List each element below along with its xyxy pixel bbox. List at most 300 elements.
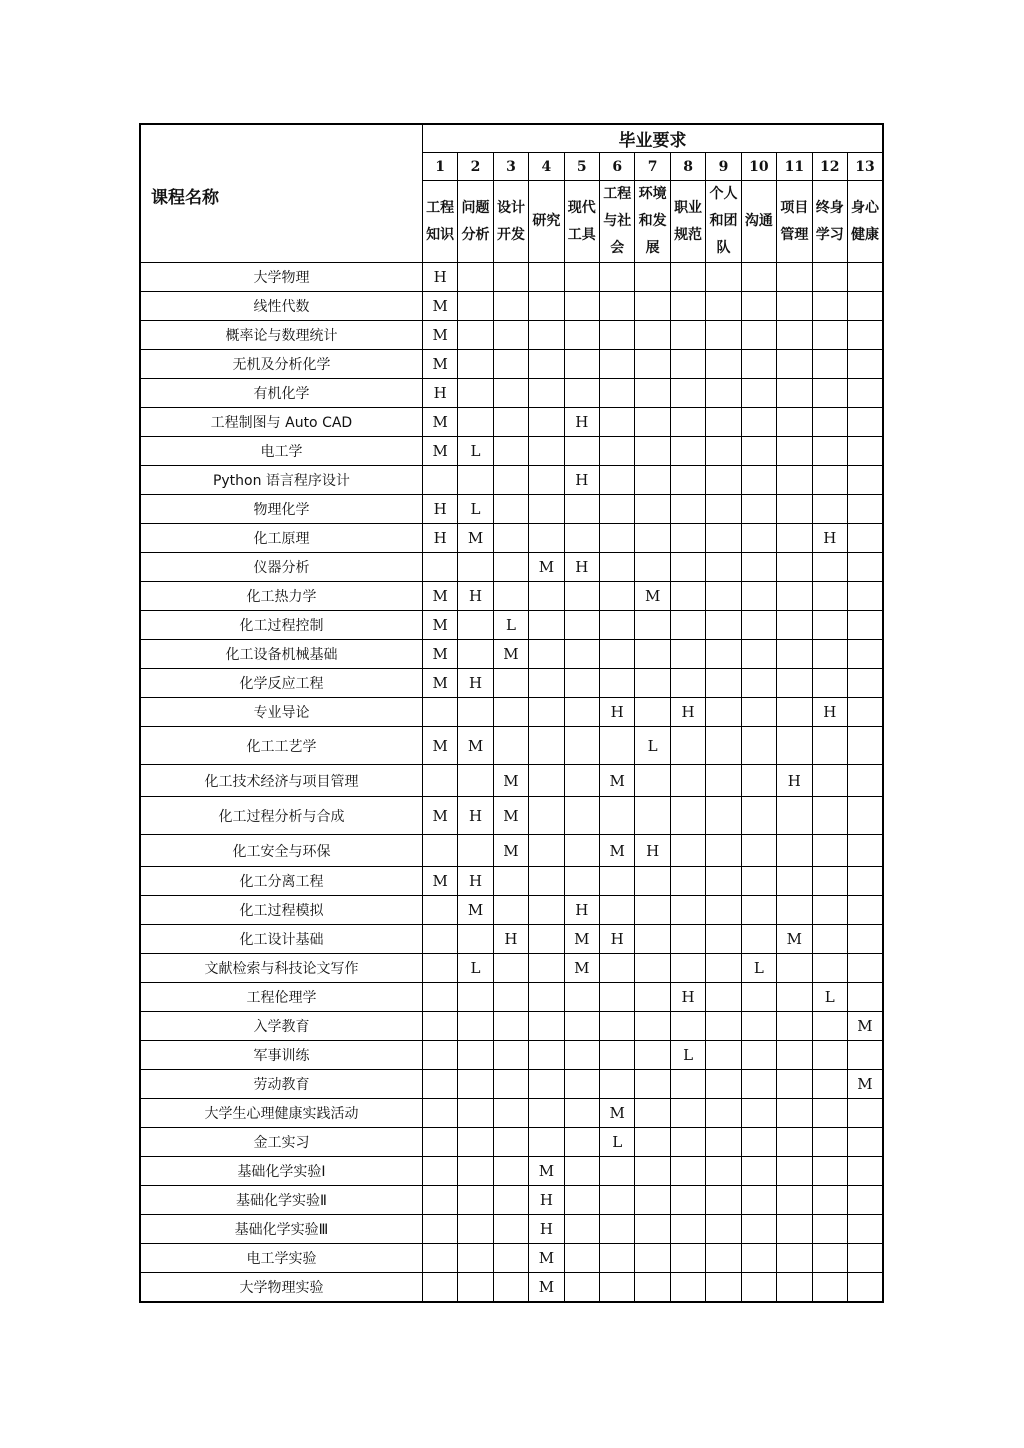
support-level-cell — [635, 408, 670, 437]
support-level-cell — [458, 263, 493, 292]
support-level-cell — [670, 495, 705, 524]
course-name: 化工设备机械基础 — [140, 640, 422, 669]
support-level-cell — [422, 1215, 457, 1244]
table-row — [140, 1128, 883, 1157]
support-level-cell — [847, 379, 883, 408]
support-level-cell: M — [422, 321, 457, 350]
support-level-cell — [777, 611, 812, 640]
support-level-cell: H — [422, 495, 457, 524]
support-level-cell — [635, 1157, 670, 1186]
requirement-label-line: 环境 — [638, 186, 667, 202]
support-level-cell — [635, 669, 670, 698]
support-level-cell — [812, 727, 847, 765]
support-level-cell — [635, 1070, 670, 1099]
support-level-cell — [847, 553, 883, 582]
support-level-cell: M — [458, 524, 493, 553]
support-level-cell — [812, 765, 847, 797]
support-level-cell — [670, 727, 705, 765]
support-level-cell: H — [529, 1215, 564, 1244]
support-level-cell — [777, 553, 812, 582]
support-level-cell — [600, 408, 635, 437]
course-name: 大学物理实验 — [140, 1273, 422, 1303]
table-row — [140, 765, 883, 797]
table-row — [140, 1099, 883, 1128]
course-name: 军事训练 — [140, 1041, 422, 1070]
requirement-label-line: 身心 — [850, 199, 879, 216]
support-level-cell — [458, 292, 493, 321]
support-level-cell — [670, 765, 705, 797]
support-level-cell: M — [564, 954, 599, 983]
support-level-cell: H — [422, 379, 457, 408]
support-level-cell — [741, 1157, 776, 1186]
requirement-label-line: 队 — [716, 240, 731, 256]
support-level-cell — [812, 292, 847, 321]
support-level-cell: M — [777, 925, 812, 954]
support-level-cell — [422, 1070, 457, 1099]
header-row-group — [140, 124, 883, 153]
course-name: 化工安全与环保 — [140, 835, 422, 867]
support-level-cell — [741, 292, 776, 321]
support-level-cell — [706, 983, 741, 1012]
support-level-cell: M — [635, 582, 670, 611]
support-level-cell — [493, 350, 528, 379]
support-level-cell — [600, 1041, 635, 1070]
support-level-cell — [493, 437, 528, 466]
support-level-cell — [706, 797, 741, 835]
support-level-cell — [529, 954, 564, 983]
course-name: 线性代数 — [140, 292, 422, 321]
support-level-cell — [812, 797, 847, 835]
requirement-label-9 — [706, 181, 741, 263]
support-level-cell — [458, 408, 493, 437]
requirement-label-line: 问题 — [461, 199, 490, 216]
support-level-cell: H — [600, 925, 635, 954]
support-level-cell — [529, 437, 564, 466]
support-level-cell — [422, 896, 457, 925]
support-level-cell — [635, 1215, 670, 1244]
support-level-cell — [670, 896, 705, 925]
support-level-cell — [600, 1215, 635, 1244]
support-level-cell — [635, 896, 670, 925]
requirement-label-line: 规范 — [674, 226, 703, 243]
support-level-cell: M — [422, 867, 457, 896]
support-level-cell — [635, 698, 670, 727]
support-level-cell: L — [458, 437, 493, 466]
support-level-cell — [493, 698, 528, 727]
support-level-cell — [670, 640, 705, 669]
support-level-cell — [847, 466, 883, 495]
course-name: 化工过程模拟 — [140, 896, 422, 925]
support-level-cell — [777, 727, 812, 765]
support-level-cell — [706, 1012, 741, 1041]
support-level-cell — [741, 727, 776, 765]
support-level-cell — [529, 292, 564, 321]
support-level-cell — [564, 292, 599, 321]
support-level-cell — [564, 1012, 599, 1041]
support-level-cell — [529, 727, 564, 765]
support-level-cell: M — [847, 1012, 883, 1041]
requirement-label-line: 管理 — [780, 226, 809, 243]
support-level-cell — [812, 1215, 847, 1244]
support-level-cell — [777, 896, 812, 925]
support-level-cell — [741, 640, 776, 669]
support-level-cell — [847, 727, 883, 765]
support-level-cell — [670, 292, 705, 321]
support-level-cell — [529, 669, 564, 698]
support-level-cell — [812, 495, 847, 524]
support-level-cell — [812, 954, 847, 983]
course-name: 仪器分析 — [140, 553, 422, 582]
support-level-cell — [635, 1099, 670, 1128]
support-level-cell — [635, 379, 670, 408]
table-row — [140, 1041, 883, 1070]
requirement-label-line: 和团 — [709, 213, 738, 229]
support-level-cell — [706, 867, 741, 896]
support-level-cell — [635, 466, 670, 495]
support-level-cell — [777, 867, 812, 896]
support-level-cell — [493, 553, 528, 582]
requirement-label-line: 展 — [645, 240, 660, 256]
support-level-cell — [564, 727, 599, 765]
curriculum-requirement-matrix — [139, 123, 884, 1303]
support-level-cell — [847, 408, 883, 437]
support-level-cell — [600, 1157, 635, 1186]
support-level-cell — [847, 350, 883, 379]
course-name: 金工实习 — [140, 1128, 422, 1157]
support-level-cell — [635, 292, 670, 321]
support-level-cell: L — [635, 727, 670, 765]
course-name: 化工技术经济与项目管理 — [140, 765, 422, 797]
course-name: 化工原理 — [140, 524, 422, 553]
support-level-cell — [493, 466, 528, 495]
support-level-cell — [458, 1099, 493, 1128]
requirement-label-1 — [422, 181, 457, 263]
support-level-cell — [670, 1157, 705, 1186]
support-level-cell — [777, 1128, 812, 1157]
support-level-cell: M — [458, 896, 493, 925]
requirement-label-3 — [493, 181, 528, 263]
course-name: 工程制图与 Auto CAD — [140, 408, 422, 437]
support-level-cell — [600, 582, 635, 611]
support-level-cell: M — [422, 669, 457, 698]
support-level-cell — [458, 553, 493, 582]
support-level-cell — [564, 1215, 599, 1244]
support-level-cell — [670, 1099, 705, 1128]
support-level-cell — [777, 669, 812, 698]
table-row — [140, 321, 883, 350]
support-level-cell — [600, 553, 635, 582]
support-level-cell — [777, 1157, 812, 1186]
table-row — [140, 1070, 883, 1099]
table-row — [140, 1215, 883, 1244]
course-name: 基础化学实验Ⅲ — [140, 1215, 422, 1244]
support-level-cell — [458, 1244, 493, 1273]
course-name: 概率论与数理统计 — [140, 321, 422, 350]
requirement-label-line: 会 — [610, 240, 625, 256]
support-level-cell — [600, 466, 635, 495]
support-level-cell — [422, 925, 457, 954]
support-level-cell: M — [493, 640, 528, 669]
requirement-number-5: 5 — [564, 153, 599, 181]
support-level-cell: M — [529, 553, 564, 582]
support-level-cell — [635, 495, 670, 524]
support-level-cell: H — [564, 408, 599, 437]
support-level-cell — [564, 350, 599, 379]
support-level-cell — [493, 1041, 528, 1070]
support-level-cell — [529, 1099, 564, 1128]
support-level-cell — [847, 1041, 883, 1070]
support-level-cell — [600, 1273, 635, 1303]
support-level-cell — [812, 582, 847, 611]
support-level-cell — [670, 925, 705, 954]
support-level-cell — [564, 867, 599, 896]
support-level-cell — [600, 1244, 635, 1273]
support-level-cell — [493, 321, 528, 350]
support-level-cell — [670, 1244, 705, 1273]
support-level-cell — [422, 1041, 457, 1070]
support-level-cell: H — [600, 698, 635, 727]
course-name: 入学教育 — [140, 1012, 422, 1041]
support-level-cell — [741, 797, 776, 835]
support-level-cell — [847, 437, 883, 466]
support-level-cell: L — [458, 495, 493, 524]
support-level-cell — [458, 765, 493, 797]
support-level-cell — [777, 582, 812, 611]
support-level-cell — [741, 925, 776, 954]
support-level-cell — [741, 698, 776, 727]
support-level-cell — [812, 379, 847, 408]
support-level-cell — [458, 1041, 493, 1070]
support-level-cell — [670, 1215, 705, 1244]
support-level-cell — [706, 1273, 741, 1303]
support-level-cell — [493, 1186, 528, 1215]
support-level-cell — [458, 640, 493, 669]
support-level-cell — [777, 640, 812, 669]
support-level-cell — [847, 867, 883, 896]
support-level-cell: H — [458, 867, 493, 896]
support-level-cell — [777, 835, 812, 867]
support-level-cell — [706, 896, 741, 925]
support-level-cell — [635, 983, 670, 1012]
support-level-cell — [670, 263, 705, 292]
support-level-cell — [741, 1186, 776, 1215]
support-level-cell — [493, 582, 528, 611]
requirement-number-11: 11 — [777, 153, 812, 181]
course-name: 化学反应工程 — [140, 669, 422, 698]
support-level-cell: M — [422, 437, 457, 466]
support-level-cell — [529, 466, 564, 495]
support-level-cell — [564, 640, 599, 669]
support-level-cell: L — [812, 983, 847, 1012]
table-row — [140, 867, 883, 896]
support-level-cell: H — [812, 698, 847, 727]
support-level-cell — [635, 1244, 670, 1273]
support-level-cell — [777, 1041, 812, 1070]
requirement-label-12 — [812, 181, 847, 263]
support-level-cell — [635, 1186, 670, 1215]
requirement-label-line: 分析 — [461, 226, 490, 243]
course-name: 化工工艺学 — [140, 727, 422, 765]
requirement-number-3: 3 — [493, 153, 528, 181]
support-level-cell — [493, 408, 528, 437]
support-level-cell — [847, 896, 883, 925]
support-level-cell — [706, 1128, 741, 1157]
support-level-cell — [706, 954, 741, 983]
support-level-cell — [706, 1244, 741, 1273]
support-level-cell: M — [847, 1070, 883, 1099]
support-level-cell — [706, 582, 741, 611]
support-level-cell — [812, 1273, 847, 1303]
support-level-cell — [706, 1041, 741, 1070]
support-level-cell — [493, 495, 528, 524]
support-level-cell — [706, 1099, 741, 1128]
support-level-cell — [493, 263, 528, 292]
support-level-cell — [635, 611, 670, 640]
course-name: Python 语言程序设计 — [140, 466, 422, 495]
support-level-cell: M — [493, 797, 528, 835]
support-level-cell — [564, 1070, 599, 1099]
support-level-cell — [812, 1012, 847, 1041]
support-level-cell — [847, 698, 883, 727]
support-level-cell — [741, 1012, 776, 1041]
support-level-cell — [564, 582, 599, 611]
table-row — [140, 263, 883, 292]
requirement-number-2: 2 — [458, 153, 493, 181]
requirement-label-7 — [635, 181, 670, 263]
support-level-cell — [493, 524, 528, 553]
support-level-cell — [706, 1157, 741, 1186]
course-name: 大学生心理健康实践活动 — [140, 1099, 422, 1128]
support-level-cell — [564, 524, 599, 553]
support-level-cell — [670, 466, 705, 495]
support-level-cell — [422, 1273, 457, 1303]
course-name: 化工设计基础 — [140, 925, 422, 954]
support-level-cell — [812, 611, 847, 640]
support-level-cell — [741, 379, 776, 408]
support-level-cell — [847, 1215, 883, 1244]
support-level-cell — [458, 925, 493, 954]
support-level-cell — [529, 495, 564, 524]
support-level-cell — [564, 1186, 599, 1215]
support-level-cell — [458, 835, 493, 867]
support-level-cell — [529, 640, 564, 669]
table-row — [140, 553, 883, 582]
table-row — [140, 495, 883, 524]
support-level-cell — [493, 669, 528, 698]
table-row — [140, 835, 883, 867]
support-level-cell: H — [458, 797, 493, 835]
support-level-cell — [422, 698, 457, 727]
support-level-cell — [741, 495, 776, 524]
support-level-cell — [777, 263, 812, 292]
support-level-cell: M — [600, 835, 635, 867]
support-level-cell — [812, 437, 847, 466]
table-row — [140, 925, 883, 954]
requirement-label-line: 开发 — [496, 226, 525, 243]
support-level-cell — [777, 1186, 812, 1215]
support-level-cell — [458, 1215, 493, 1244]
support-level-cell — [706, 765, 741, 797]
course-name: 劳动教育 — [140, 1070, 422, 1099]
support-level-cell — [847, 611, 883, 640]
support-level-cell — [847, 1099, 883, 1128]
support-level-cell — [812, 1128, 847, 1157]
support-level-cell — [847, 495, 883, 524]
support-level-cell — [635, 954, 670, 983]
support-level-cell — [847, 263, 883, 292]
support-level-cell — [812, 1070, 847, 1099]
support-level-cell — [670, 1128, 705, 1157]
course-name: 文献检索与科技论文写作 — [140, 954, 422, 983]
support-level-cell — [741, 983, 776, 1012]
support-level-cell: M — [493, 835, 528, 867]
support-level-cell — [741, 765, 776, 797]
support-level-cell — [564, 765, 599, 797]
support-level-cell — [600, 495, 635, 524]
support-level-cell — [600, 867, 635, 896]
requirement-label-line: 健康 — [850, 226, 879, 243]
graduation-requirements-header: 毕业要求 — [422, 124, 883, 153]
requirement-label-8 — [670, 181, 705, 263]
support-level-cell: M — [422, 408, 457, 437]
support-level-cell — [564, 1128, 599, 1157]
support-level-cell — [706, 408, 741, 437]
support-level-cell — [422, 1186, 457, 1215]
course-name: 大学物理 — [140, 263, 422, 292]
support-level-cell — [706, 437, 741, 466]
support-level-cell — [529, 1012, 564, 1041]
support-level-cell — [635, 524, 670, 553]
course-name: 有机化学 — [140, 379, 422, 408]
support-level-cell — [812, 1244, 847, 1273]
table-row — [140, 524, 883, 553]
support-level-cell — [529, 1128, 564, 1157]
support-level-cell — [706, 611, 741, 640]
support-level-cell — [670, 350, 705, 379]
support-level-cell — [529, 321, 564, 350]
support-level-cell — [670, 669, 705, 698]
support-level-cell — [529, 524, 564, 553]
support-level-cell — [812, 640, 847, 669]
support-level-cell — [493, 1273, 528, 1303]
requirement-label-line: 知识 — [426, 226, 455, 243]
support-level-cell — [777, 1244, 812, 1273]
requirement-label-line: 设计 — [496, 199, 525, 216]
support-level-cell — [670, 835, 705, 867]
support-level-cell — [812, 925, 847, 954]
requirement-label-13 — [847, 181, 883, 263]
requirement-label-line: 工程 — [426, 199, 455, 216]
support-level-cell — [529, 1070, 564, 1099]
support-level-cell — [847, 1244, 883, 1273]
support-level-cell — [635, 1273, 670, 1303]
table-row — [140, 350, 883, 379]
support-level-cell — [493, 1157, 528, 1186]
support-level-cell — [529, 698, 564, 727]
table-row — [140, 983, 883, 1012]
support-level-cell — [422, 553, 457, 582]
support-level-cell — [493, 983, 528, 1012]
table-row — [140, 1157, 883, 1186]
support-level-cell: H — [564, 466, 599, 495]
support-level-cell — [847, 1186, 883, 1215]
support-level-cell — [635, 1041, 670, 1070]
table-row — [140, 797, 883, 835]
support-level-cell — [847, 321, 883, 350]
requirement-number-1: 1 — [422, 153, 457, 181]
course-name: 工程伦理学 — [140, 983, 422, 1012]
support-level-cell — [458, 350, 493, 379]
